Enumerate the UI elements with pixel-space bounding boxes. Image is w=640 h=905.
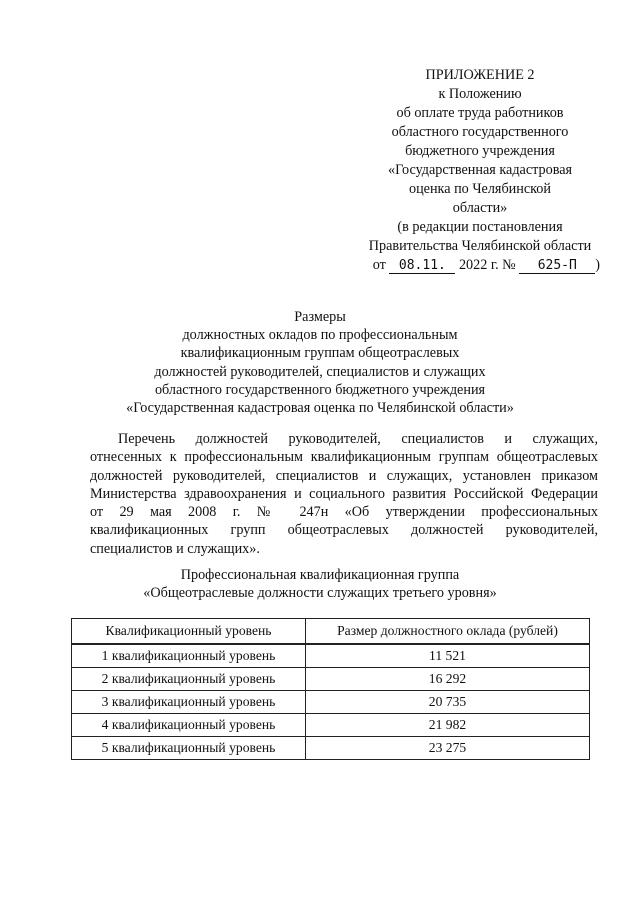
group-title <box>60 566 580 602</box>
level-cell: 4 квалификационный уровень <box>72 714 306 737</box>
appendix-line: ПРИЛОЖЕНИЕ 2 <box>425 67 535 83</box>
table-row <box>72 691 590 714</box>
appendix-line: бюджетного учреждения <box>405 143 555 159</box>
column-header-level: Квалификационный уровень <box>72 619 306 645</box>
title-line: «Государственная кадастровая оценка по Челябинской области» <box>126 400 514 417</box>
appendix-line: «Государственная кадастровая <box>387 162 573 178</box>
appendix-line: Правительства Челябинской области <box>368 238 592 254</box>
resolution-date: 08.11. <box>389 258 455 274</box>
from-prefix: от <box>372 257 386 273</box>
appendix-line: к Положению <box>438 86 522 102</box>
table-row <box>72 668 590 691</box>
paragraph-line: должностей руководителей, специалистов и служащих, установлен приказом <box>90 467 598 484</box>
title-line: должностных окладов по профессиональным <box>182 327 458 344</box>
group-title-line: Профессиональная квалификационная группа <box>180 567 460 583</box>
title-line: областного государственного бюджетного учреждения <box>154 381 486 398</box>
level-cell: 1 квалификационный уровень <box>72 644 306 668</box>
paragraph-line: специалистов и служащих». <box>90 540 260 557</box>
level-cell: 5 квалификационный уровень <box>72 737 306 760</box>
appendix-line: об оплате труда работников <box>396 105 564 121</box>
salary-cell: 20 735 <box>306 691 590 714</box>
level-cell: 2 квалификационный уровень <box>72 668 306 691</box>
salary-cell: 11 521 <box>306 644 590 668</box>
body-paragraph <box>90 430 598 558</box>
column-header-salary: Размер должностного оклада (рублей) <box>306 619 590 645</box>
resolution-number: 625-П <box>519 258 595 274</box>
paragraph-line: Перечень должностей руководителей, специалистов и служащих, <box>118 431 598 447</box>
title-line: Размеры <box>294 309 346 325</box>
salary-table <box>71 618 590 760</box>
appendix-line: областного государственного <box>391 124 569 140</box>
title-line: должностей руководителей, специалистов и служащих <box>154 363 486 380</box>
level-cell: 3 квалификационный уровень <box>72 691 306 714</box>
appendix-header <box>340 66 620 275</box>
number-sign: № <box>502 257 516 273</box>
table-row <box>72 714 590 737</box>
table-header-row <box>72 619 590 645</box>
resolution-reference <box>340 256 620 275</box>
appendix-line: (в редакции постановления <box>397 219 563 235</box>
document-title <box>60 308 580 417</box>
resolution-year: 2022 г. <box>458 257 499 273</box>
title-line: квалификационным группам общеотраслевых <box>180 345 460 362</box>
group-title-line: «Общеотраслевые должности служащих третьего уровня» <box>143 585 497 601</box>
paragraph-line: квалификационных групп общеотраслевых должностей руководителей, <box>90 522 598 539</box>
close-paren: ) <box>595 257 600 273</box>
appendix-line: оценка по Челябинской <box>408 181 551 197</box>
appendix-line: области» <box>452 200 508 216</box>
table-row <box>72 737 590 760</box>
paragraph-line: от 29 мая 2008 г. № 247н «Об утверждении профессиональных <box>90 504 598 521</box>
salary-cell: 21 982 <box>306 714 590 737</box>
paragraph-line: Министерства здравоохранения и социального развития Российской Федерации <box>90 485 598 502</box>
table-row <box>72 644 590 668</box>
paragraph-line: отнесенных к профессиональным квалификационным группам общеотраслевых <box>90 449 598 466</box>
salary-cell: 16 292 <box>306 668 590 691</box>
salary-cell: 23 275 <box>306 737 590 760</box>
